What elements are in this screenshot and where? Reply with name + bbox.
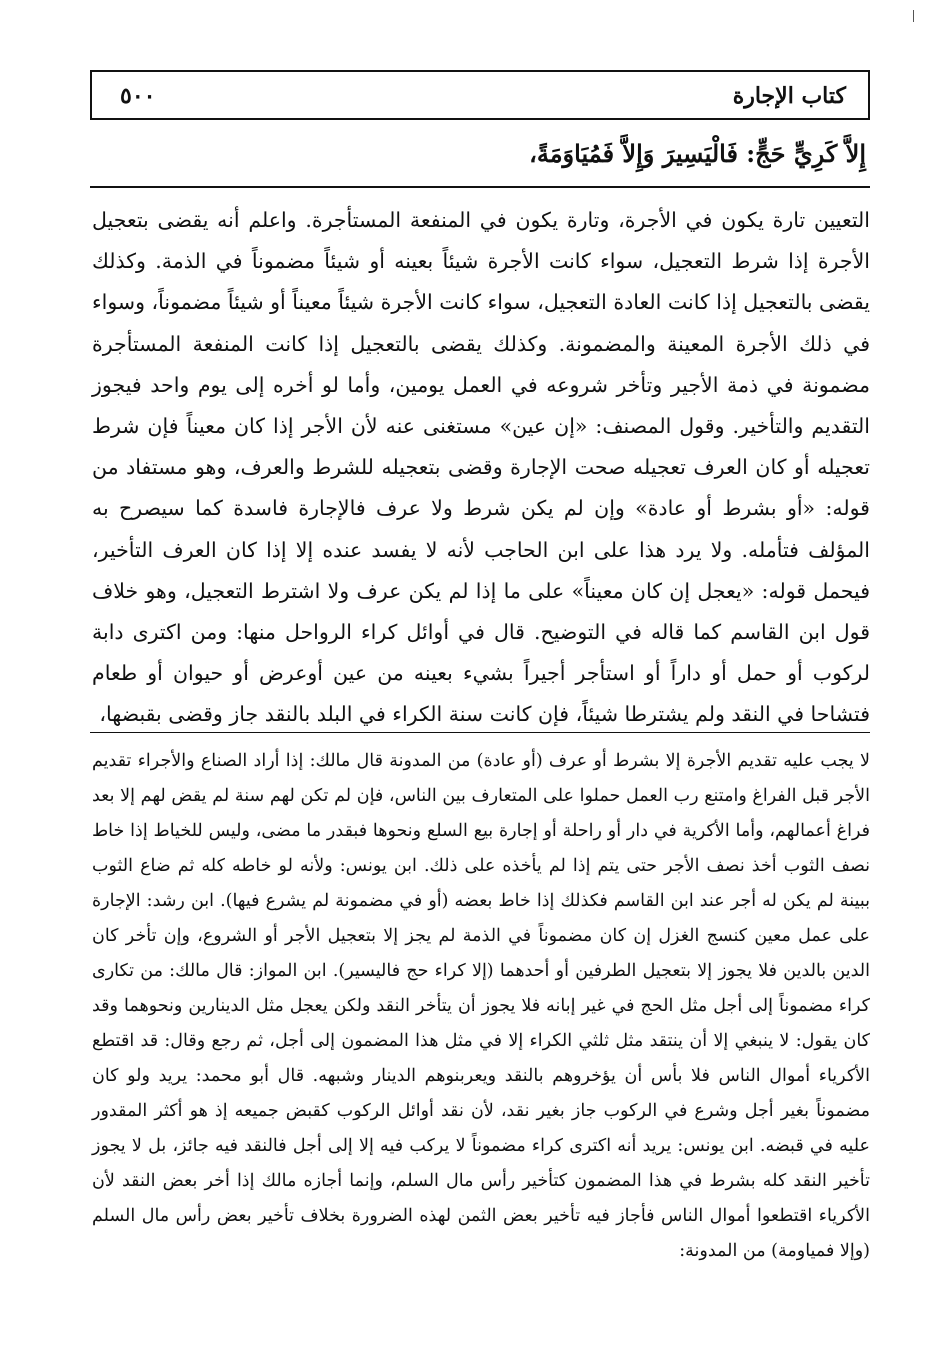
footnote-paragraph: لا يجب عليه تقديم الأجرة إلا بشرط أو عرف (أو عادة) من المدونة قال مالك: إذا أراد الصناع والأجراء تقديم الأجر قبل الفراغ وامتنع رب العمل حملوا على المتعارف بين الناس، فإن لم تكن لهم سنة لم يقض لهم إلا بعد فراغ أعمالهم، وأما الأكرية في دار أو راحلة أو إجارة بيع السلع ونحوها فبقدر ما مضى، وليس للخياط إذا خاط نصف الثوب أخذ نصف الأجر حتى يتم إذا لم يأخذه على ذلك. ابن يونس: ولأنه لو خاطه كله ثم ضاع الثوب ببينة لم يكن له أجر عند ابن القاسم فكذلك إذا خاط بعضه (أو في مضمونة لم يشرع فيها). ابن رشد: الإجارة على عمل معين كنسج الغزل إن كان مضموناً في الذمة لم يجز إلا بتعجيل الأجر أو الشروع، وإن تأخر كان الدين بالدين فلا يجوز إلا بتعجيل الطرفين أو أحدهما (إلا كراء حج فاليسير). ابن المواز: قال مالك: من تكارى كراء مضموناً إلى أجل مثل الحج في غير إبانه فلا يجوز أن يتأخر النقد ولكن يعجل مثل الدينارين ونحوهما وقد كان يقول: لا ينبغي إلا أن ينتقد مثل ثلثي الكراء إلا في مثل هذا المضمون إلى أجل، ثم رجع وقال: قد اقتطع الأكرياء أموال الناس فلا بأس أن يؤخروهم بالنقد ويعربنوهم الدينار وشبهه. قال أبو محمد: يريد ولو كان مضموناً بغير أجل وشرع في الركوب جاز بغير نقد، لأن نقد أوائل الركوب كقبض جميعه إذ هو أكثر المقدور عليه في قبضه. ابن يونس: يريد أنه اكترى كراء مضموناً لا يركب فيه إلا إلى أجل فالنقد فيه جائز، بل لا يجوز تأخير النقد كله بشرط في هذا المضمون كتأخير رأس مال السلم، وإنما أجازه مالك إذا أخر بعض النقد لأن الأكرياء اقتطعوا أموال الناس فأجاز فيه تأخير بعض الثمن لهذه الضرورة بخلاف تأخير بعض رأس مال السلم (وإلا فمياومة) من المدونة: <box>92 751 871 1261</box>
page-header <box>90 70 870 120</box>
main-text-matn: إِلاَّ كَرِيٍّ حَجٍّ: فَالْيَسِيرَ وَإِلاَّ فَمُيَاوَمَةً، <box>529 139 866 168</box>
page-number: ٥٠٠ <box>120 83 156 109</box>
footnote-separator-rule <box>90 732 870 733</box>
footnotes-block <box>92 744 870 1269</box>
commentary-paragraph: التعيين تارة يكون في الأجرة، وتارة يكون في المنفعة المستأجرة. واعلم أنه يقضى بتعجيل الأجرة إذا شرط التعجيل، سواء كانت الأجرة شيئاً بعينه أو شيئاً مضموناً في الذمة. وكذلك يقضى بالتعجيل إذا كانت العادة التعجيل، سواء كانت الأجرة شيئاً معيناً أو شيئاً مضموناً، وسواء في ذلك الأجرة المعينة والمضمونة. وكذلك يقضى بالتعجيل إذا كانت المنفعة المستأجرة مضمونة في ذمة الأجير وتأخر شروعه في العمل يومين، وأما لو أخره إلى يوم واحد فيجوز التقديم والتأخير. وقول المصنف: «إن عين» مستغنى عنه لأن الأجر إذا كان معيناً فإن شرط تعجيله أو كان العرف تعجيله صحت الإجارة وقضى بتعجيله للشرط والعرف، وهو مستفاد من قوله: «أو بشرط أو عادة» وإن لم يكن شرط ولا عرف فالإجارة فاسدة كما سيصرح به المؤلف فتأمله. ولا يرد هذا على ابن الحاجب لأنه لا يفسد عنده إلا إذا كان العرف التأخير، فيحمل قوله: «يعجل إن كان معيناً» على ما إذا لم يكن عرف ولا اشترط التعجيل، وهو خلاف قول ابن القاسم كما قاله في التوضيح. قال في أوائل كراء الرواحل منها: ومن اكترى دابة لركوب أو حمل أو داراً أو استأجر أجيراً بشيء بعينه من عين أوعرض أو حيوان أو طعام فتشاحا في النقد ولم يشترطا شيئاً، فإن كانت سنة الكراء في البلد بالنقد جاز وقضى بقبضها، <box>92 208 870 727</box>
scan-tick-mark <box>913 10 914 22</box>
commentary-block <box>92 200 870 736</box>
chapter-title: كتاب الإجارة <box>732 83 846 109</box>
matn-separator-rule <box>90 186 870 188</box>
